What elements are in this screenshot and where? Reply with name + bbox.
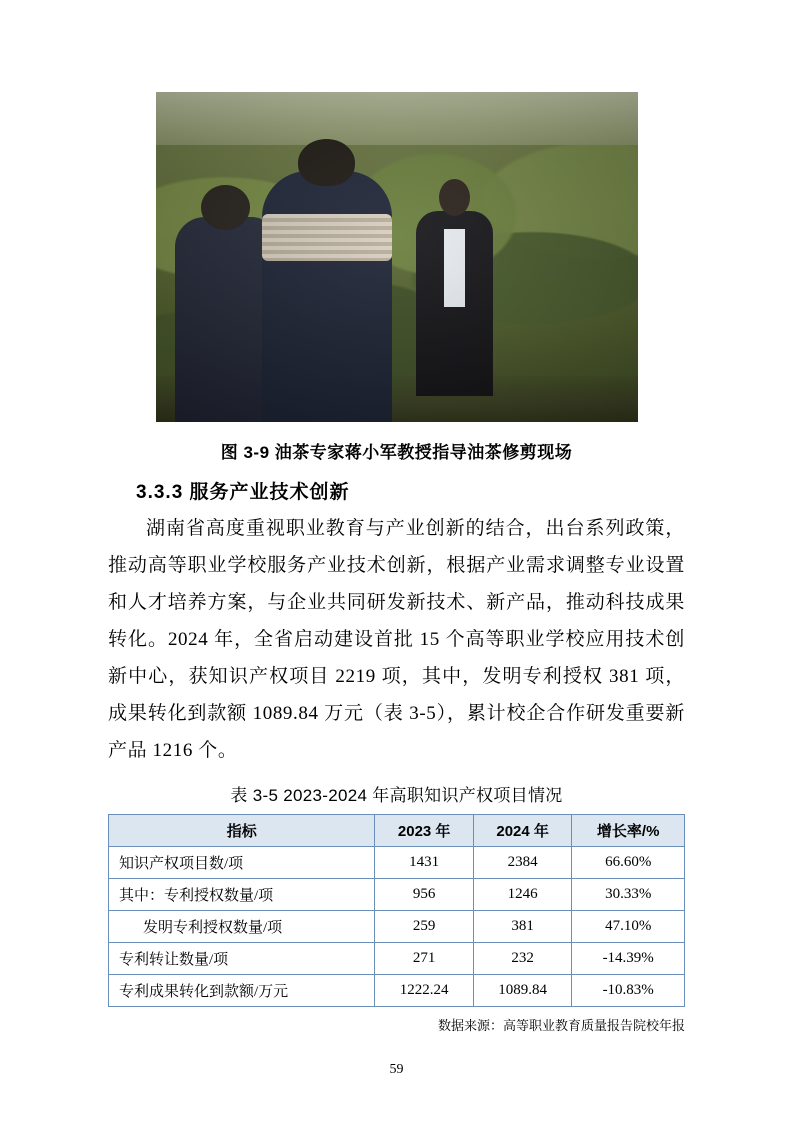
row-value-growth: 47.10% [572,911,685,943]
row-value-2023: 1222.24 [375,975,473,1007]
table-header-2024: 2024 年 [473,815,571,847]
knowledge-property-table [108,814,685,1007]
row-value-2024: 232 [473,943,571,975]
row-label: 知识产权项目数/项 [109,847,375,879]
figure-caption: 图 3-9 油茶专家蒋小军教授指导油茶修剪现场 [220,443,573,462]
row-value-2024: 381 [473,911,571,943]
table-caption: 表 3-5 2023-2024 年高职知识产权项目情况 [230,786,563,805]
row-value-growth: 66.60% [572,847,685,879]
table-header-indicator: 指标 [109,815,375,847]
row-value-2024: 2384 [473,847,571,879]
row-label: 专利成果转化到款额/万元 [109,975,375,1007]
table-header-row [109,815,685,847]
table-row [109,847,685,879]
section-heading: 3.3.3 服务产业技术创新 [136,482,350,503]
table-row [109,943,685,975]
page-number: 59 [389,1062,404,1077]
table-source-note: 数据来源：高等职业教育质量报告院校年报 [437,1018,685,1033]
table-header-2023: 2023 年 [375,815,473,847]
row-label: 发明专利授权数量/项 [109,911,375,943]
row-value-growth: 30.33% [572,879,685,911]
row-value-2023: 271 [375,943,473,975]
row-label: 其中：专利授权数量/项 [109,879,375,911]
figure-container [108,92,685,422]
row-value-2024: 1089.84 [473,975,571,1007]
table-row [109,879,685,911]
table-body [109,847,685,1007]
row-value-2023: 956 [375,879,473,911]
row-label: 专利转让数量/项 [109,943,375,975]
table-row [109,911,685,943]
row-value-2023: 259 [375,911,473,943]
section-paragraph: 湖南省高度重视职业教育与产业创新的结合，出台系列政策，推动高等职业学校服务产业技术创新，根据产业需求调整专业设置和人才培养方案，与企业共同研发新技术、新产品，推动科技成果转化。2024 年，全省启动建设首批 15 个高等职业学校应用技术创新中心，获知识产权项目 2219 项，其中，发明专利授权 381 项，成果转化到款额 1089.84 万元（表 3-5），累计校企合作研发重要新产品 1216 个。 [108,518,685,761]
row-value-2024: 1246 [473,879,571,911]
table-header [109,815,685,847]
row-value-growth: -14.39% [572,943,685,975]
table-row [109,975,685,1007]
row-value-growth: -10.83% [572,975,685,1007]
photo-vignette [156,92,638,422]
row-value-2023: 1431 [375,847,473,879]
oil-tea-pruning-field-photo [156,92,638,422]
table-header-growth: 增长率/% [572,815,685,847]
